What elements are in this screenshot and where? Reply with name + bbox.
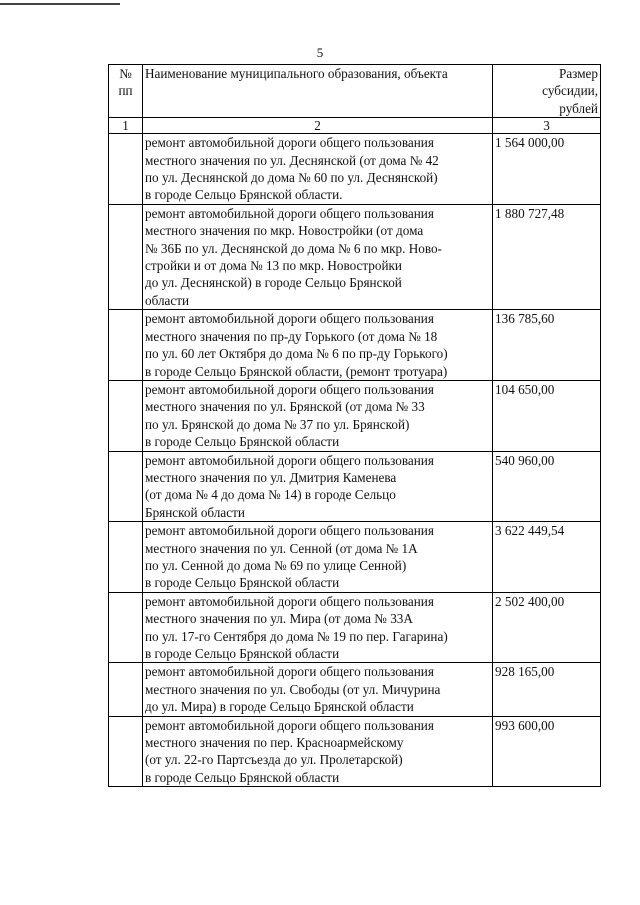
table-header-row	[109, 65, 601, 118]
row-amount: 1 564 000,00	[493, 134, 601, 205]
row-amount: 928 165,00	[493, 663, 601, 716]
header-number-line: №	[119, 66, 132, 81]
table-row	[109, 522, 601, 593]
row-number-cell	[109, 310, 143, 381]
row-description	[143, 716, 493, 787]
row-amount: 136 785,60	[493, 310, 601, 381]
table-row	[109, 663, 601, 716]
description-line: местного значения по ул. Сенной (от дома № 1А	[145, 540, 418, 556]
description-line: (от дома № 4 до дома № 14) в городе Сельцо	[145, 487, 396, 503]
column-number: 3	[493, 118, 601, 134]
top-rule	[0, 3, 120, 5]
description-line: по ул. Деснянской до дома № 60 по ул. Деснянской)	[145, 170, 438, 186]
description-line: ремонт автомобильной дороги общего пользования	[145, 452, 434, 468]
row-description	[143, 592, 493, 663]
description-line: по ул. 17-го Сентября до дома № 19 по пер. Гагарина)	[145, 628, 448, 644]
description-line: до ул. Мира) в городе Сельцо Брянской области	[145, 699, 414, 715]
description-line: по ул. 60 лет Октября до дома № 6 по пр-ду Горького)	[145, 346, 448, 362]
row-amount: 104 650,00	[493, 380, 601, 451]
description-line: местного значения по пер. Красноармейскому	[145, 735, 404, 751]
row-number-cell	[109, 204, 143, 309]
row-number-cell	[109, 716, 143, 787]
description-line: (от ул. 22-го Партсъезда до ул. Пролетарской)	[145, 752, 403, 768]
description-line: области	[145, 292, 190, 308]
description-line: ремонт автомобильной дороги общего пользования	[145, 311, 434, 327]
description-line: в городе Сельцо Брянской области	[145, 434, 340, 450]
description-line: местного значения по ул. Деснянской (от дома № 42	[145, 152, 439, 168]
row-description	[143, 380, 493, 451]
row-number-cell	[109, 451, 143, 522]
description-line: ремонт автомобильной дороги общего пользования	[145, 717, 434, 733]
description-line: до ул. Деснянской) в городе Сельцо Брянской	[145, 275, 402, 291]
row-amount: 2 502 400,00	[493, 592, 601, 663]
row-description	[143, 204, 493, 309]
row-number-cell	[109, 522, 143, 593]
row-number-cell	[109, 134, 143, 205]
header-number-cell	[109, 65, 143, 118]
row-amount: 540 960,00	[493, 451, 601, 522]
table-row	[109, 204, 601, 309]
row-number-cell	[109, 592, 143, 663]
table-row	[109, 716, 601, 787]
row-description	[143, 522, 493, 593]
description-line: местного значения по ул. Брянской (от дома № 33	[145, 399, 425, 415]
description-line: местного значения по ул. Дмитрия Каменева	[145, 469, 397, 485]
row-number-cell	[109, 663, 143, 716]
header-size-line: Размер	[558, 66, 598, 81]
description-line: стройки и от дома № 13 по мкр. Новостройки	[145, 258, 402, 274]
description-line: ремонт автомобильной дороги общего пользования	[145, 664, 434, 680]
column-number: 2	[143, 118, 493, 134]
description-line: ремонт автомобильной дороги общего пользования	[145, 381, 434, 397]
column-numbers-row	[109, 118, 601, 134]
description-line: в городе Сельцо Брянской области	[145, 575, 340, 591]
table-row	[109, 310, 601, 381]
row-description	[143, 663, 493, 716]
column-number: 1	[109, 118, 143, 134]
description-line: местного значения по ул. Мира (от дома № 33А	[145, 611, 413, 627]
description-line: № 36Б по ул. Деснянской до дома № 6 по мкр. Ново-	[145, 240, 442, 256]
table-row	[109, 592, 601, 663]
description-line: ремонт автомобильной дороги общего пользования	[145, 135, 434, 151]
row-description	[143, 310, 493, 381]
header-size-line: рублей	[559, 100, 598, 116]
row-amount: 3 622 449,54	[493, 522, 601, 593]
description-line: по ул. Брянской до дома № 37 по ул. Брянской)	[145, 416, 410, 432]
header-size-line: субсидии,	[542, 83, 598, 99]
row-number-cell	[109, 380, 143, 451]
page-number: 5	[316, 45, 324, 60]
table-row	[109, 380, 601, 451]
description-line: по ул. Сенной до дома № 69 по улице Сенной)	[145, 557, 407, 573]
description-line: местного значения по ул. Свободы (от ул. Мичурина	[145, 681, 441, 697]
header-name-cell: Наименование муниципального образования, объекта	[143, 65, 493, 118]
description-line: в городе Сельцо Брянской области, (ремонт тротуара)	[145, 363, 448, 379]
header-size-cell	[493, 65, 601, 118]
description-line: в городе Сельцо Брянской области	[145, 646, 340, 661]
description-line: в городе Сельцо Брянской области.	[145, 187, 343, 203]
row-amount: 1 880 727,48	[493, 204, 601, 309]
subsidy-table	[108, 64, 601, 787]
description-line: местного значения по мкр. Новостройки (от дома	[145, 223, 424, 239]
description-line: ремонт автомобильной дороги общего пользования	[145, 205, 434, 221]
row-description	[143, 451, 493, 522]
header-number-line: пп	[118, 83, 133, 99]
row-description	[143, 134, 493, 205]
table-row	[109, 451, 601, 522]
description-line: в городе Сельцо Брянской области	[145, 769, 340, 785]
row-amount: 993 600,00	[493, 716, 601, 787]
description-line: местного значения по пр-ду Горького (от дома № 18	[145, 328, 438, 344]
description-line: ремонт автомобильной дороги общего пользования	[145, 523, 434, 539]
table-row	[109, 134, 601, 205]
description-line: ремонт автомобильной дороги общего пользования	[145, 593, 434, 609]
description-line: Брянской области	[145, 504, 245, 520]
